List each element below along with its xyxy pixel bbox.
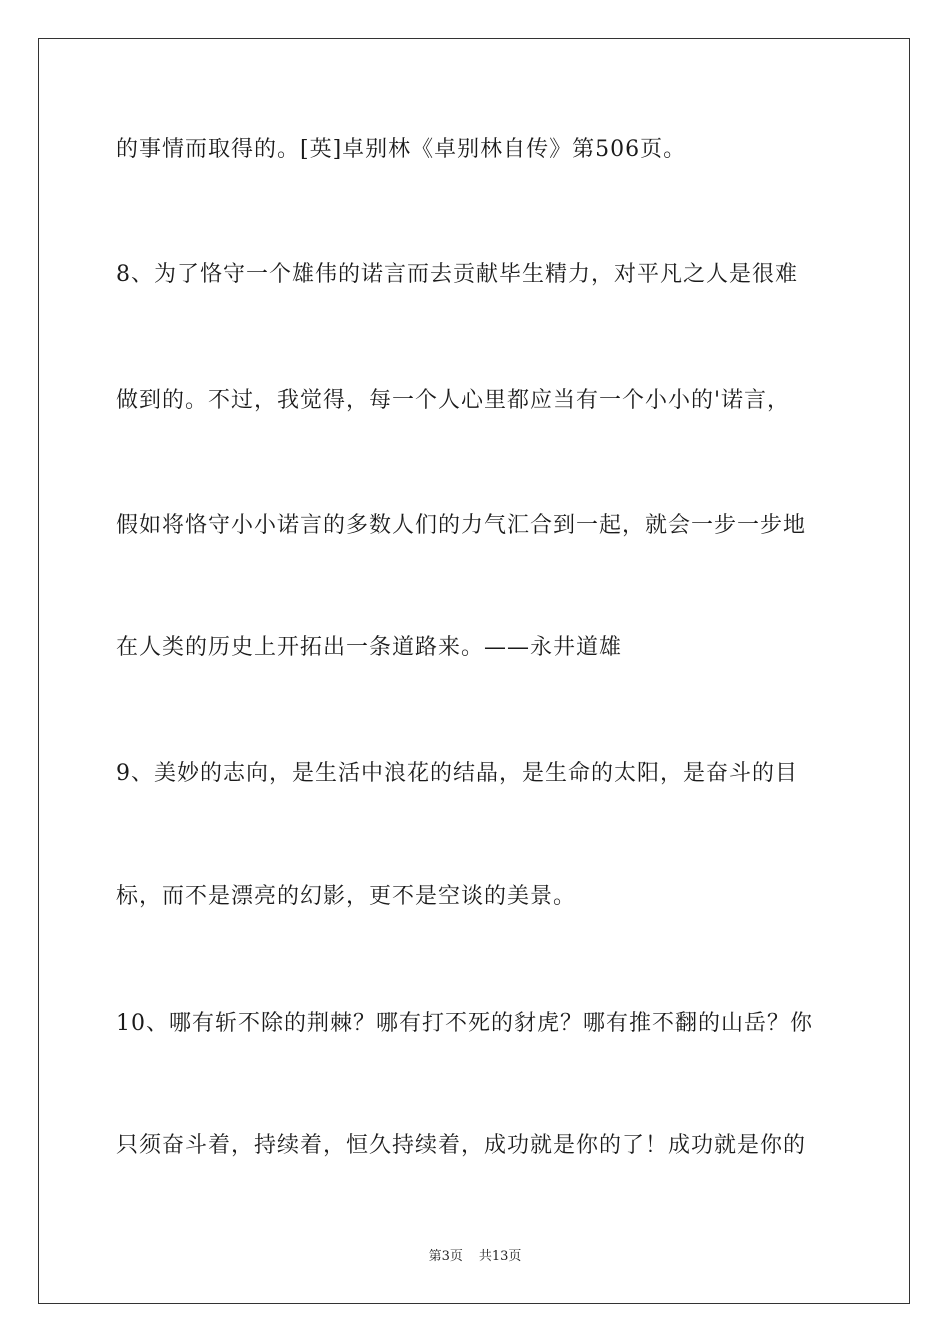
text-line-8: 10、哪有斩不除的荆棘？哪有打不死的豺虎？哪有推不翻的山岳？你 <box>116 1011 813 1036</box>
text-line-2: 8、为了恪守一个雄伟的诺言而去贡献毕生精力，对平凡之人是很难 <box>116 262 798 287</box>
text-line-9: 只须奋斗着，持续着，恒久持续着，成功就是你的了！成功就是你的 <box>116 1133 807 1158</box>
page-total: 共13页 <box>478 1249 522 1264</box>
page-footer <box>0 1249 950 1265</box>
text-line-1: 的事情而取得的。[英]卓别林《卓别林自传》第506页。 <box>116 137 687 162</box>
text-line-6: 9、美妙的志向，是生活中浪花的结晶，是生命的太阳，是奋斗的目 <box>116 761 798 786</box>
text-line-7: 标，而不是漂亮的幻影，更不是空谈的美景。 <box>116 884 577 909</box>
text-line-5: 在人类的历史上开拓出一条道路来。——永井道雄 <box>116 635 623 660</box>
page-number: 第3页 <box>428 1249 463 1264</box>
page-border <box>38 38 910 1304</box>
text-line-4: 假如将恪守小小诺言的多数人们的力气汇合到一起，就会一步一步地 <box>116 513 807 538</box>
text-line-3: 做到的。不过，我觉得，每一个人心里都应当有一个小小的'诺言， <box>116 388 791 413</box>
